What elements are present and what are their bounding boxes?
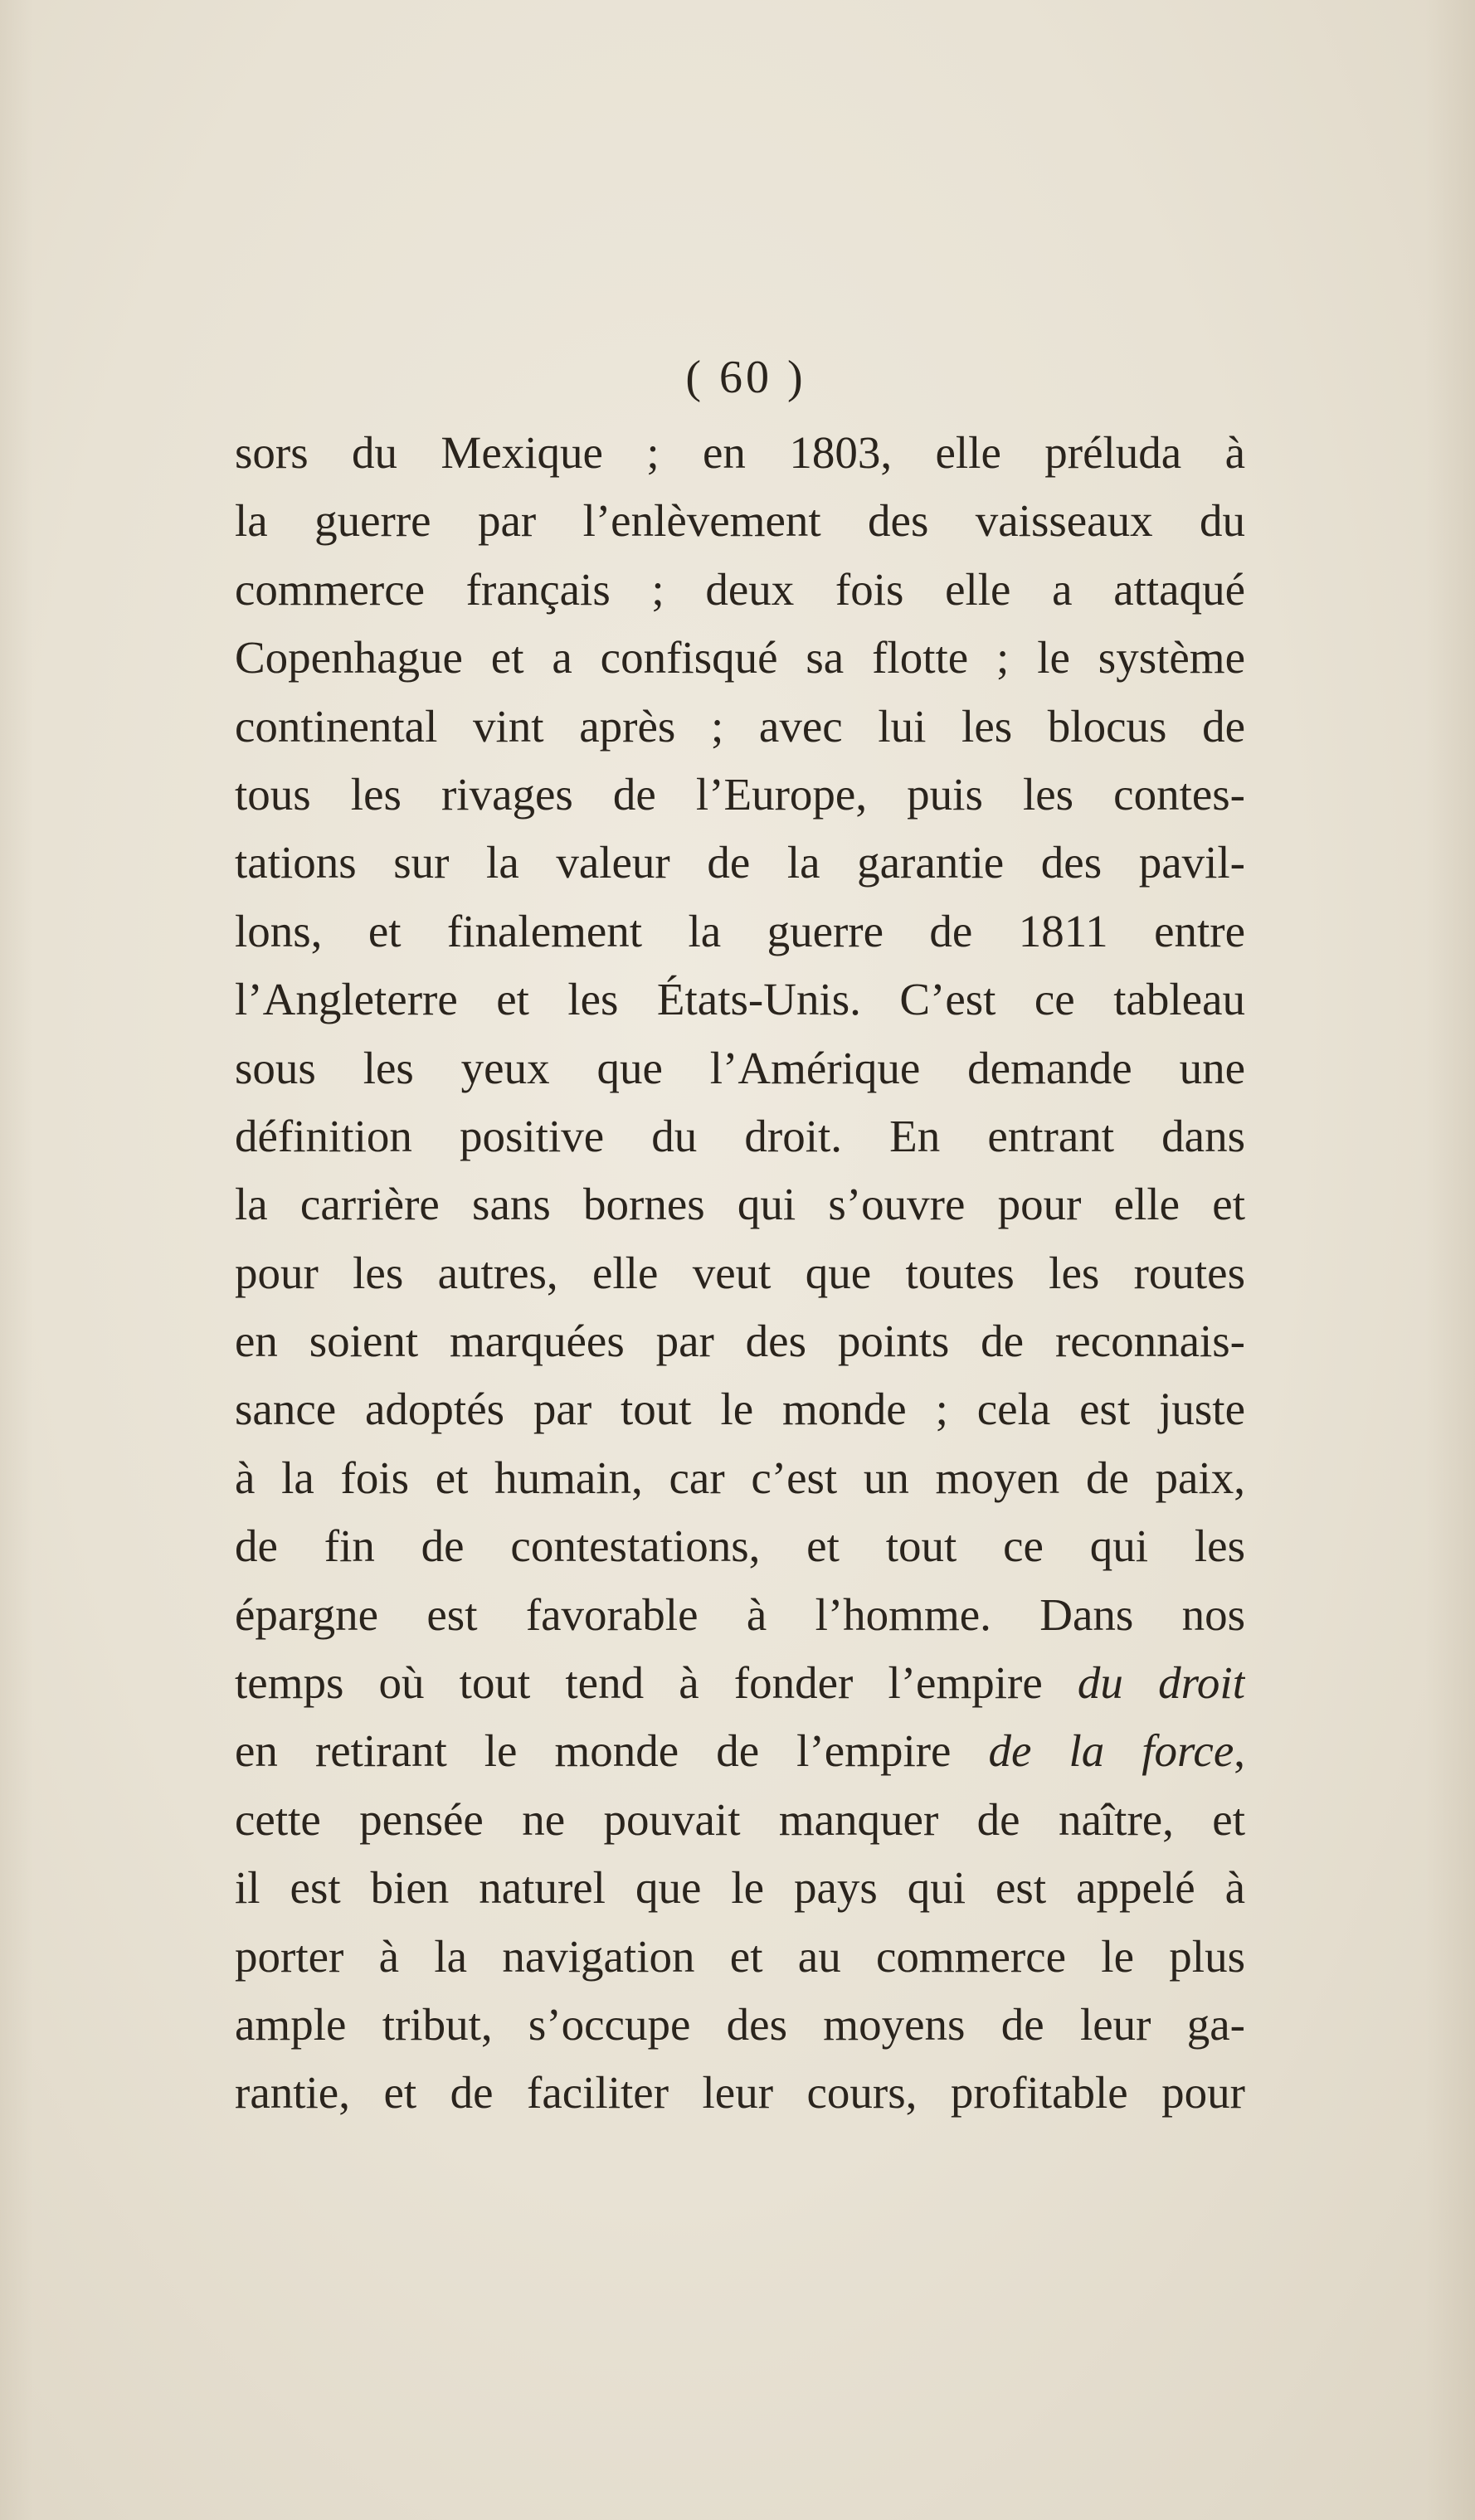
- text-line: lons, et finalement la guerre de 1811 entre: [235, 905, 1245, 956]
- text-line: épargne est favorable à l’homme. Dans nos: [235, 1588, 1245, 1640]
- text-line: pour les autres, elle veut que toutes les routes: [235, 1247, 1245, 1298]
- text-segment: en retirant le monde de l’empire: [235, 1725, 989, 1777]
- text-line: ample tribut, s’occupe des moyens de leur ga-: [235, 1998, 1245, 2050]
- text-line-with-italic: [235, 1717, 1245, 1785]
- text-line: la guerre par l’enlèvement des vaisseaux du: [235, 495, 1245, 547]
- text-line: cette pensée ne pouvait manquer de naître, et: [235, 1793, 1245, 1845]
- text-line: la carrière sans bornes qui s’ouvre pour elle et: [235, 1179, 1245, 1230]
- text-line: continental vint après ; avec lui les blocus de: [235, 700, 1245, 752]
- text-segment: ,: [1234, 1725, 1245, 1777]
- text-line-with-italic: [235, 1649, 1245, 1717]
- text-line: il est bien naturel que le pays qui est appelé à: [235, 1862, 1245, 1914]
- italic-phrase: du droit: [1077, 1657, 1245, 1709]
- text-line: sors du Mexique ; en 1803, elle préluda à: [235, 427, 1245, 478]
- text-line: sance adoptés par tout le monde ; cela est juste: [235, 1384, 1245, 1435]
- text-line: à la fois et humain, car c’est un moyen de paix,: [235, 1452, 1245, 1503]
- page-number: ( 60 ): [685, 352, 806, 403]
- text-line: l’Angleterre et les États-Unis. C’est ce tableau: [235, 974, 1245, 1025]
- text-line: sous les yeux que l’Amérique demande une: [235, 1042, 1245, 1093]
- text-line: définition positive du droit. En entrant dans: [235, 1110, 1245, 1161]
- text-line: porter à la navigation et au commerce le plus: [235, 1930, 1245, 1982]
- text-line: en soient marquées par des points de reconnais-: [235, 1316, 1245, 1367]
- text-segment: temps où tout tend à fonder l’empire: [235, 1657, 1078, 1709]
- text-line: tations sur la valeur de la garantie des pavil-: [235, 837, 1245, 888]
- text-line: rantie, et de faciliter leur cours, profitable pour: [235, 2067, 1245, 2119]
- body-text: [235, 419, 1245, 2128]
- text-line: tous les rivages de l’Europe, puis les contes-: [235, 768, 1245, 820]
- text-line: commerce français ; deux fois elle a attaqué: [235, 563, 1245, 615]
- italic-phrase: de la force: [988, 1725, 1234, 1777]
- text-line: Copenhague et a confisqué sa flotte ; le système: [235, 632, 1245, 684]
- text-line: de fin de contestations, et tout ce qui les: [235, 1520, 1245, 1572]
